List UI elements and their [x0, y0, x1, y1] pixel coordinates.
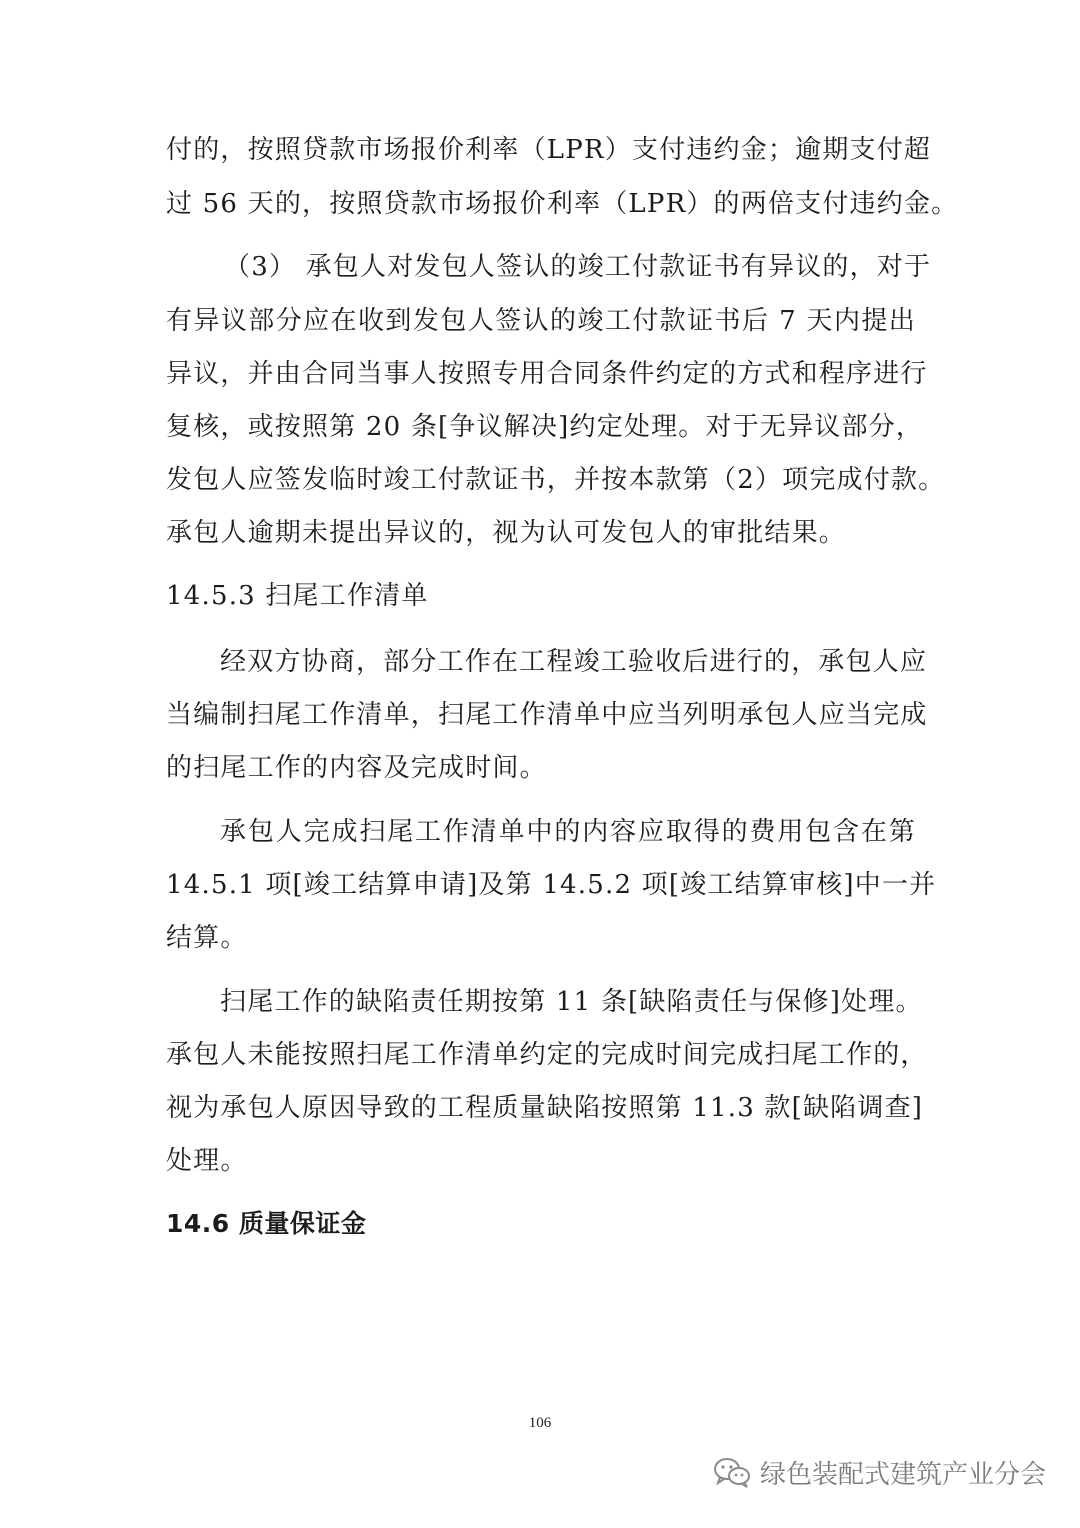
paragraph-start: 扫尾工作的缺陷责任期按第 11 条[缺陷责任与保修]处理。	[220, 987, 923, 1017]
body-line: 异议，并由合同当事人按照专用合同条件约定的方式和程序进行	[166, 359, 928, 389]
paragraph-3-start: （3） 承包人对发包人签认的竣工付款证书有异议的，对于	[224, 252, 932, 282]
paragraph-start: 经双方协商，部分工作在工程竣工验收后进行的，承包人应	[220, 647, 928, 677]
body-line: 视为承包人原因导致的工程质量缺陷按照第 11.3 款[缺陷调查]	[166, 1093, 924, 1123]
body-line: 有异议部分应在收到发包人签认的竣工付款证书后 7 天内提出	[166, 306, 916, 336]
body-line: 的扫尾工作的内容及完成时间。	[166, 753, 547, 783]
body-line: 发包人应签发临时竣工付款证书，并按本款第（2）项完成付款。	[166, 465, 946, 495]
body-line: 当编制扫尾工作清单，扫尾工作清单中应当列明承包人应当完成	[166, 700, 928, 730]
body-line: 承包人未能按照扫尾工作清单约定的完成时间完成扫尾工作的，	[166, 1040, 928, 1070]
body-line: 复核，或按照第 20 条[争议解决]约定处理。对于无异议部分，	[166, 412, 924, 442]
body-line: 14.5.1 项[竣工结算申请]及第 14.5.2 项[竣工结算审核]中一并	[166, 870, 937, 900]
watermark-text: 绿色装配式建筑产业分会	[759, 1459, 1046, 1490]
wechat-icon	[712, 1455, 752, 1489]
body-line: 过 56 天的，按照贷款市场报价利率（LPR）的两倍支付违约金。	[166, 189, 959, 219]
body-line: 处理。	[166, 1146, 248, 1176]
body-line: 结算。	[166, 923, 248, 953]
section-heading-14-5-3: 14.5.3 扫尾工作清单	[166, 581, 429, 611]
body-line: 承包人逾期未提出异议的，视为认可发包人的审批结果。	[166, 518, 847, 548]
body-line: 付的，按照贷款市场报价利率（LPR）支付违约金；逾期支付超	[166, 135, 932, 165]
section-heading-14-6: 14.6 质量保证金	[166, 1209, 367, 1238]
watermark	[712, 1452, 1046, 1492]
paragraph-start: 承包人完成扫尾工作清单中的内容应取得的费用包含在第	[220, 817, 916, 847]
page-number: 106	[528, 1415, 552, 1431]
